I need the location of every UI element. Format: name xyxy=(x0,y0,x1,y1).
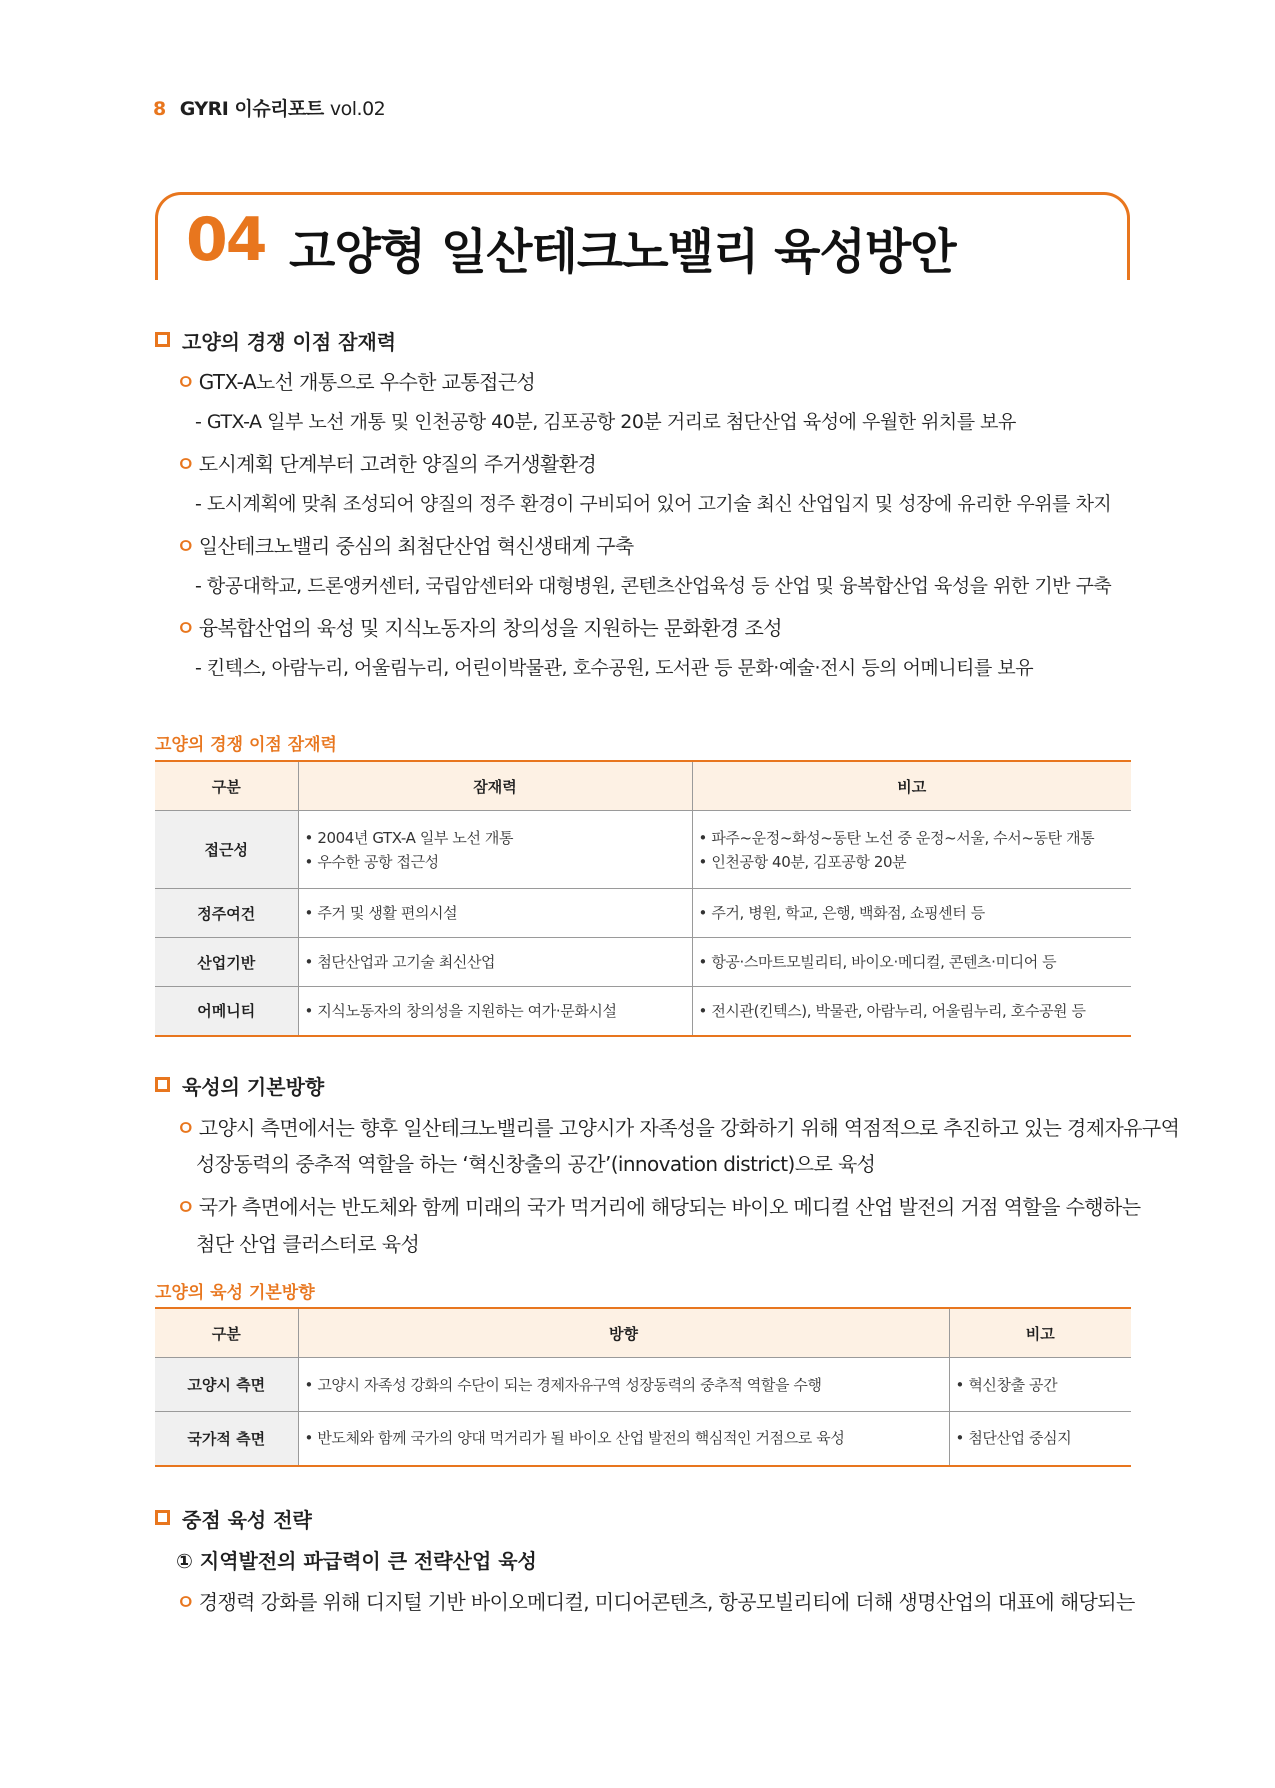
note-cell: • 항공·스마트모빌리티, 바이오·메디컬, 콘텐츠·미디어 등 xyxy=(692,938,1131,987)
row-label: 국가적 측면 xyxy=(155,1412,298,1466)
note-cell: • 주거, 병원, 학교, 은행, 백화점, 쇼핑센터 등 xyxy=(692,889,1131,938)
bullet-item: ㅇ 경쟁력 강화를 위해 디지털 기반 바이오메디컬, 미디어콘텐츠, 항공모빌리티에 더해 생명산업의 대표에 해당되는 xyxy=(176,1590,1135,1614)
circle-bullet-icon: ㅇ xyxy=(176,534,195,558)
report-title: GYRI 이슈리포트 xyxy=(179,98,324,120)
row-label: 정주여건 xyxy=(155,889,298,938)
table-row xyxy=(155,1412,1131,1466)
note-cell: • 파주~운정~화성~동탄 노선 중 운정~서울, 수서~동탄 개통 • 인천공항 40분, 김포공항 20분 xyxy=(692,811,1131,889)
bullet-detail: - 도시계획에 맞춰 조성되어 양질의 정주 환경이 구비되어 있어 고기술 최신 산업입지 및 성장에 유리한 우위를 차지 xyxy=(195,493,1112,515)
bullet-item: ㅇ GTX-A노선 개통으로 우수한 교통접근성 xyxy=(176,370,536,394)
chapter-number: 04 xyxy=(186,205,266,275)
table-row xyxy=(155,889,1131,938)
row-label: 접근성 xyxy=(155,811,298,889)
report-volume: vol.02 xyxy=(329,98,386,120)
circle-bullet-icon: ㅇ xyxy=(176,1116,195,1140)
circle-bullet-icon: ㅇ xyxy=(176,616,195,640)
potential-cell: • 지식노동자의 창의성을 지원하는 여가·문화시설 xyxy=(298,987,692,1036)
bullet-item: ㅇ 일산테크노밸리 중심의 최첨단산업 혁신생태계 구축 xyxy=(176,534,634,558)
table-caption-1: 고양의 경쟁 이점 잠재력 xyxy=(155,735,337,755)
potential-table xyxy=(155,760,1131,1037)
section-heading-3: 중점 육성 전략 xyxy=(155,1504,312,1533)
direction-cell: • 고양시 자족성 강화의 수단이 되는 경제자유구역 성장동력의 중추적 역할을 수행 xyxy=(298,1358,949,1412)
table-row xyxy=(155,1358,1131,1412)
potential-cell: • 2004년 GTX-A 일부 노선 개통 • 우수한 공항 접근성 xyxy=(298,811,692,889)
circle-bullet-icon: ㅇ xyxy=(176,1195,195,1219)
bullet-item: ㅇ 고양시 측면에서는 향후 일산테크노밸리를 고양시가 자족성을 강화하기 위해 역점적으로 추진하고 있는 경제자유구역 xyxy=(176,1116,1180,1140)
column-header: 구분 xyxy=(155,761,298,811)
bullet-detail: - 항공대학교, 드론앵커센터, 국립암센터와 대형병원, 콘텐츠산업육성 등 산업 및 융복합산업 육성을 위한 기반 구축 xyxy=(195,575,1112,597)
section-heading-1: 고양의 경쟁 이점 잠재력 xyxy=(155,326,396,355)
note-cell: • 첨단산업 중심지 xyxy=(949,1412,1131,1466)
square-bullet-icon xyxy=(155,332,170,347)
chapter-title-box xyxy=(155,192,1130,280)
section-heading-2: 육성의 기본방향 xyxy=(155,1071,324,1100)
running-header xyxy=(153,94,385,121)
bullet-item: ㅇ 융복합산업의 육성 및 지식노동자의 창의성을 지원하는 문화환경 조성 xyxy=(176,616,782,640)
bullet-detail: - 킨텍스, 아람누리, 어울림누리, 어린이박물관, 호수공원, 도서관 등 문화·예술·전시 등의 어메니티를 보유 xyxy=(195,657,1034,679)
potential-cell: • 첨단산업과 고기술 최신산업 xyxy=(298,938,692,987)
square-bullet-icon xyxy=(155,1510,170,1525)
chapter-title: 고양형 일산테크노밸리 육성방안 xyxy=(289,224,956,280)
bullet-continuation: 첨단 산업 클러스터로 육성 xyxy=(196,1232,420,1256)
table-row xyxy=(155,811,1131,889)
circle-bullet-icon: ㅇ xyxy=(176,452,195,476)
table-row xyxy=(155,987,1131,1036)
bullet-continuation: 성장동력의 중추적 역할을 하는 ‘혁신창출의 공간’(innovation district)으로 육성 xyxy=(196,1152,876,1176)
column-header: 구분 xyxy=(155,1308,298,1358)
potential-cell: • 주거 및 생활 편의시설 xyxy=(298,889,692,938)
page-number: 8 xyxy=(153,98,166,120)
bullet-detail: - GTX-A 일부 노선 개통 및 인천공항 40분, 김포공항 20분 거리로 첨단산업 육성에 우월한 위치를 보유 xyxy=(195,411,1016,433)
circle-bullet-icon: ㅇ xyxy=(176,1590,195,1614)
table-row xyxy=(155,938,1131,987)
bullet-item: ㅇ 국가 측면에서는 반도체와 함께 미래의 국가 먹거리에 해당되는 바이오 메디컬 산업 발전의 거점 역할을 수행하는 xyxy=(176,1195,1141,1219)
strategy-subheading: ① 지역발전의 파급력이 큰 전략산업 육성 xyxy=(176,1549,537,1573)
direction-table xyxy=(155,1307,1131,1467)
column-header: 비고 xyxy=(692,761,1131,811)
row-label: 고양시 측면 xyxy=(155,1358,298,1412)
note-cell: • 혁신창출 공간 xyxy=(949,1358,1131,1412)
column-header: 잠재력 xyxy=(298,761,692,811)
row-label: 산업기반 xyxy=(155,938,298,987)
table-header-row xyxy=(155,1308,1131,1358)
square-bullet-icon xyxy=(155,1077,170,1092)
column-header: 방향 xyxy=(298,1308,949,1358)
column-header: 비고 xyxy=(949,1308,1131,1358)
table-header-row xyxy=(155,761,1131,811)
table-caption-2: 고양의 육성 기본방향 xyxy=(155,1283,315,1303)
note-cell: • 전시관(킨텍스), 박물관, 아람누리, 어울림누리, 호수공원 등 xyxy=(692,987,1131,1036)
bullet-item: ㅇ 도시계획 단계부터 고려한 양질의 주거생활환경 xyxy=(176,452,597,476)
circle-bullet-icon: ㅇ xyxy=(176,370,195,394)
row-label: 어메니티 xyxy=(155,987,298,1036)
direction-cell: • 반도체와 함께 국가의 양대 먹거리가 될 바이오 산업 발전의 핵심적인 거점으로 육성 xyxy=(298,1412,949,1466)
